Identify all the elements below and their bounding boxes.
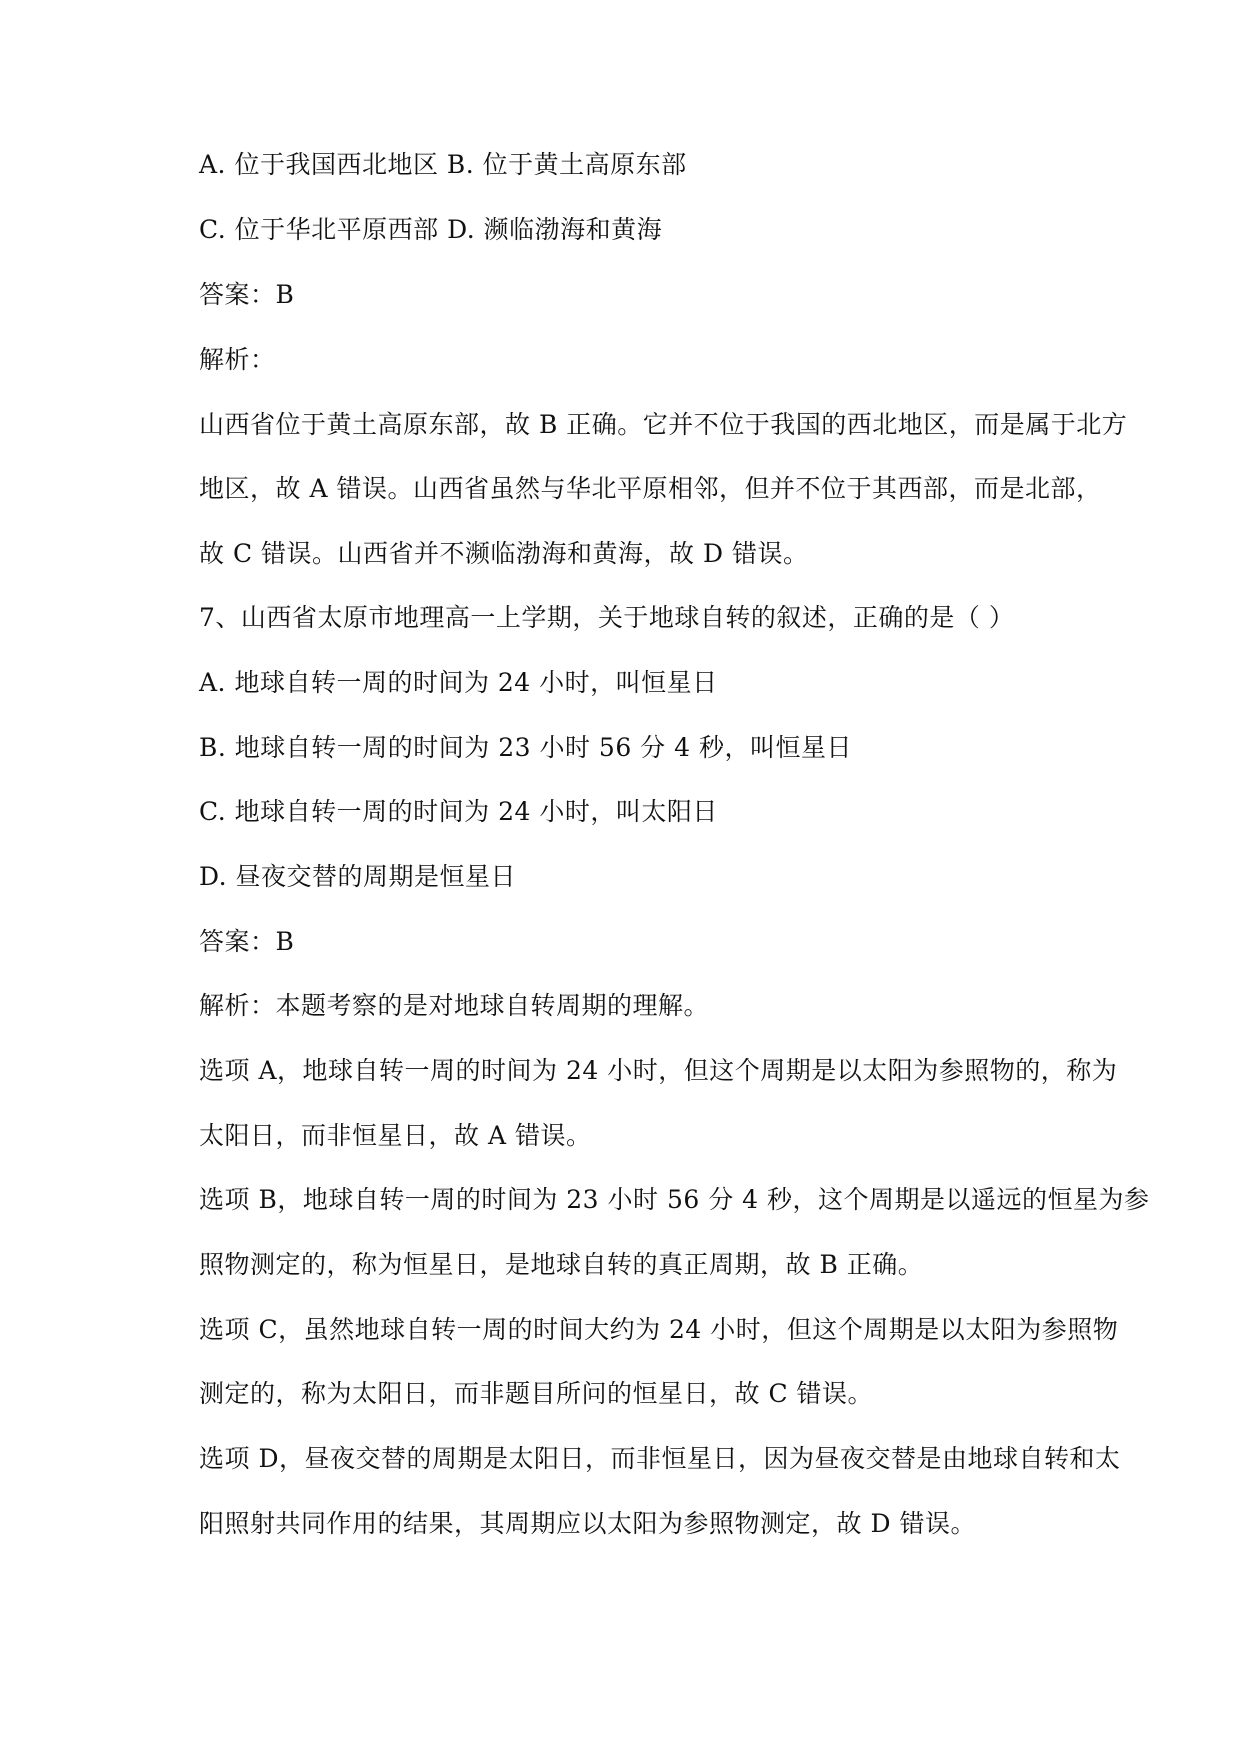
q6-answer: 答案：B [199,280,295,309]
q6-options-ab: A. 位于我国西北地区 B. 位于黄土高原东部 [199,150,687,179]
q7-explanation-line: 阳照射共同作用的结果，其周期应以太阳为参照物测定，故 D 错误。 [199,1509,976,1538]
q7-answer: 答案：B [199,927,295,956]
q7-explanation-line: 选项 D，昼夜交替的周期是太阳日，而非恒星日，因为昼夜交替是由地球自转和太 [199,1444,1121,1473]
q6-explanation-line: 故 C 错误。山西省并不濒临渤海和黄海，故 D 错误。 [199,539,809,568]
q7-question: 7、山西省太原市地理高一上学期，关于地球自转的叙述，正确的是（ ） [199,603,1015,632]
q6-explanation-line: 地区，故 A 错误。山西省虽然与华北平原相邻，但并不位于其西部，而是北部， [199,474,1102,503]
q7-option-b: B. 地球自转一周的时间为 23 小时 56 分 4 秒，叫恒星日 [199,733,852,762]
q7-explanation-line: 照物测定的，称为恒星日，是地球自转的真正周期，故 B 正确。 [199,1250,924,1279]
q6-explanation-label: 解析： [199,345,276,374]
q6-options-cd: C. 位于华北平原西部 D. 濒临渤海和黄海 [199,215,663,244]
q7-option-d: D. 昼夜交替的周期是恒星日 [199,862,517,891]
q7-explanation-line: 测定的，称为太阳日，而非题目所问的恒星日，故 C 错误。 [199,1379,874,1408]
q7-explanation-line: 选项 B，地球自转一周的时间为 23 小时 56 分 4 秒，这个周期是以遥远的恒星为参 [199,1185,1150,1214]
q6-explanation-line: 山西省位于黄土高原东部，故 B 正确。它并不位于我国的西北地区，而是属于北方 [199,410,1128,439]
q7-option-a: A. 地球自转一周的时间为 24 小时，叫恒星日 [199,668,718,697]
q7-explanation-line: 太阳日，而非恒星日，故 A 错误。 [199,1121,592,1150]
q7-option-c: C. 地球自转一周的时间为 24 小时，叫太阳日 [199,797,718,826]
q7-explanation-line: 选项 C，虽然地球自转一周的时间大约为 24 小时，但这个周期是以太阳为参照物 [199,1315,1119,1344]
q7-explanation-line: 选项 A，地球自转一周的时间为 24 小时，但这个周期是以太阳为参照物的，称为 [199,1056,1118,1085]
q7-explanation-intro: 解析：本题考察的是对地球自转周期的理解。 [199,991,710,1020]
